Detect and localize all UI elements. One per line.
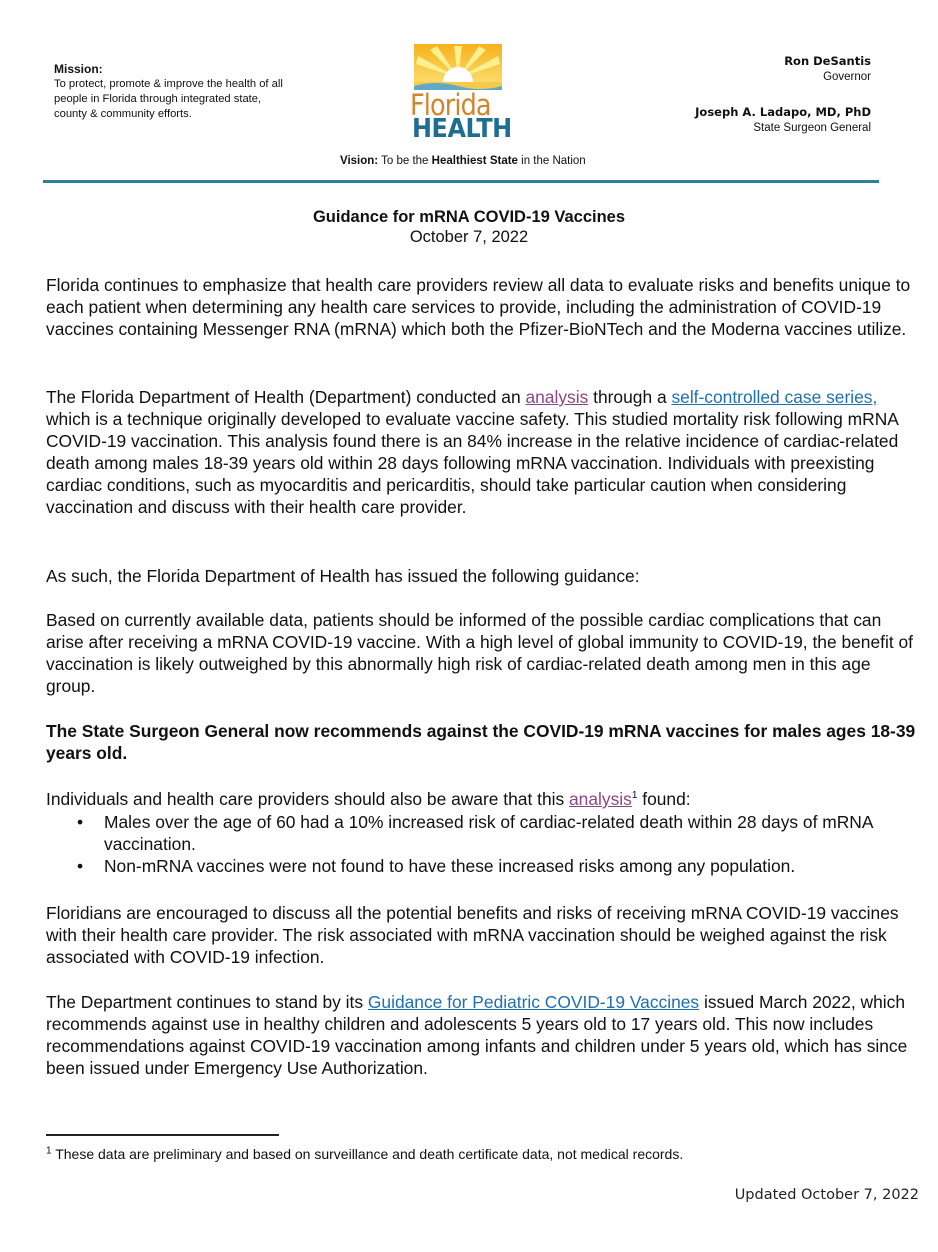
header-divider bbox=[43, 180, 879, 183]
footnote-divider bbox=[46, 1134, 279, 1136]
surgeon-general-title: State Surgeon General bbox=[753, 122, 871, 134]
list-item bbox=[46, 855, 921, 877]
list-item-text: Non-mRNA vaccines were not found to have these increased risks among any population. bbox=[104, 856, 796, 876]
vision-pre: To be the bbox=[381, 155, 432, 167]
footnote-text: These data are preliminary and based on surveillance and death certificate data, not medical records. bbox=[51, 1146, 684, 1162]
paragraph-8 bbox=[46, 991, 921, 1079]
title-heading: Guidance for mRNA COVID-19 Vaccines bbox=[312, 208, 626, 226]
recommendation-statement: The State Surgeon General now recommends against the COVID-19 mRNA vaccines for males ages 18-39 years old. bbox=[46, 721, 916, 763]
p2-text-a: The Florida Department of Health (Department) conducted an bbox=[46, 387, 526, 407]
paragraph-6 bbox=[46, 788, 921, 810]
vision-statement bbox=[340, 155, 586, 167]
bullet-icon: • bbox=[77, 856, 84, 876]
governor-block bbox=[784, 53, 871, 85]
footnote bbox=[46, 1145, 683, 1163]
self-controlled-case-series-link[interactable]: self-controlled case series, bbox=[671, 387, 878, 407]
paragraph-4: Based on currently available data, patients should be informed of the possible cardiac complications that can arise after receiving a mRNA COVID-19 vaccine. With a high level of global immunity to COVID-19, the benefit of vaccination is likely outweighed by this abnormally high risk of cardiac-related death among men in this age group. bbox=[46, 610, 914, 696]
mission-label: Mission: bbox=[54, 62, 103, 76]
bullet-icon: • bbox=[77, 812, 84, 832]
p6-text-a: Individuals and health care providers should also be aware that this bbox=[46, 789, 570, 809]
governor-title: Governor bbox=[823, 71, 871, 83]
vision-label: Vision: bbox=[340, 155, 379, 167]
footnote-number: 1 bbox=[46, 1145, 52, 1157]
surgeon-general-block bbox=[695, 104, 871, 136]
p2-text-c: which is a technique originally developed to evaluate vaccine safety. This studied mortality risk following mRNA COVID-19 vaccination. This analysis found there is an 84% increase in the relative incidence of cardiac-related death among males 18-39 years old within 28 days following mRNA vaccination. Individuals with preexisting cardiac conditions, such as myocarditis and pericarditis, should take particular caution when considering vaccination and discuss with their health care provider. bbox=[46, 409, 899, 517]
analysis-link[interactable]: analysis bbox=[525, 387, 589, 407]
vision-post: in the Nation bbox=[517, 155, 586, 167]
mission-text: To protect, promote & improve the health of all people in Florida through integrated state, county & community efforts. bbox=[54, 78, 283, 120]
paragraph-1: Florida continues to emphasize that health care providers review all data to evaluate risks and benefits unique to each patient when determining any health care services to provide, including the administration of COVID-19 vaccines containing Messenger RNA (mRNA) which both the Pfizer-BioNTech and the Moderna vaccines utilize. bbox=[46, 275, 911, 339]
vision-bold: Healthiest State bbox=[431, 155, 518, 167]
title-date: October 7, 2022 bbox=[409, 228, 529, 246]
logo-word-florida: Florida bbox=[410, 88, 491, 122]
governor-name: Ron DeSantis bbox=[784, 54, 871, 68]
p8-text-a: The Department continues to stand by its bbox=[46, 992, 368, 1012]
p8-text-b: issued March 2022, which recommends against use in healthy children and adolescents 5 years old to 17 years old. This now includes recommendations against COVID-19 vaccination among infants and children under 5 years old, which has since been issued under Emergency Use Authorization. bbox=[46, 992, 908, 1078]
updated-date: Updated October 7, 2022 bbox=[734, 1187, 919, 1203]
p2-text-b: through a bbox=[588, 387, 672, 407]
p6-text-b: found: bbox=[637, 789, 691, 809]
mission-block bbox=[54, 62, 284, 122]
paragraph-2 bbox=[46, 386, 921, 518]
list-item bbox=[46, 811, 921, 855]
footnote-ref: 1 bbox=[631, 790, 638, 802]
logo-word-health: HEALTH bbox=[412, 114, 512, 144]
analysis-link-2[interactable]: analysis bbox=[569, 789, 632, 809]
paragraph-3: As such, the Florida Department of Health has issued the following guidance: bbox=[46, 566, 640, 586]
surgeon-general-name: Joseph A. Ladapo, MD, PhD bbox=[695, 105, 871, 119]
findings-list bbox=[46, 811, 921, 877]
list-item-text: Males over the age of 60 had a 10% increased risk of cardiac-related death within 28 days of mRNA vaccination. bbox=[104, 812, 873, 854]
paragraph-7: Floridians are encouraged to discuss all the potential benefits and risks of receiving mRNA COVID-19 vaccines with their health care provider. The risk associated with mRNA vaccination should be weighed against the risk associated with COVID-19 infection. bbox=[46, 903, 899, 967]
document-title bbox=[0, 207, 938, 247]
pediatric-guidance-link[interactable]: Guidance for Pediatric COVID-19 Vaccines bbox=[367, 992, 700, 1012]
